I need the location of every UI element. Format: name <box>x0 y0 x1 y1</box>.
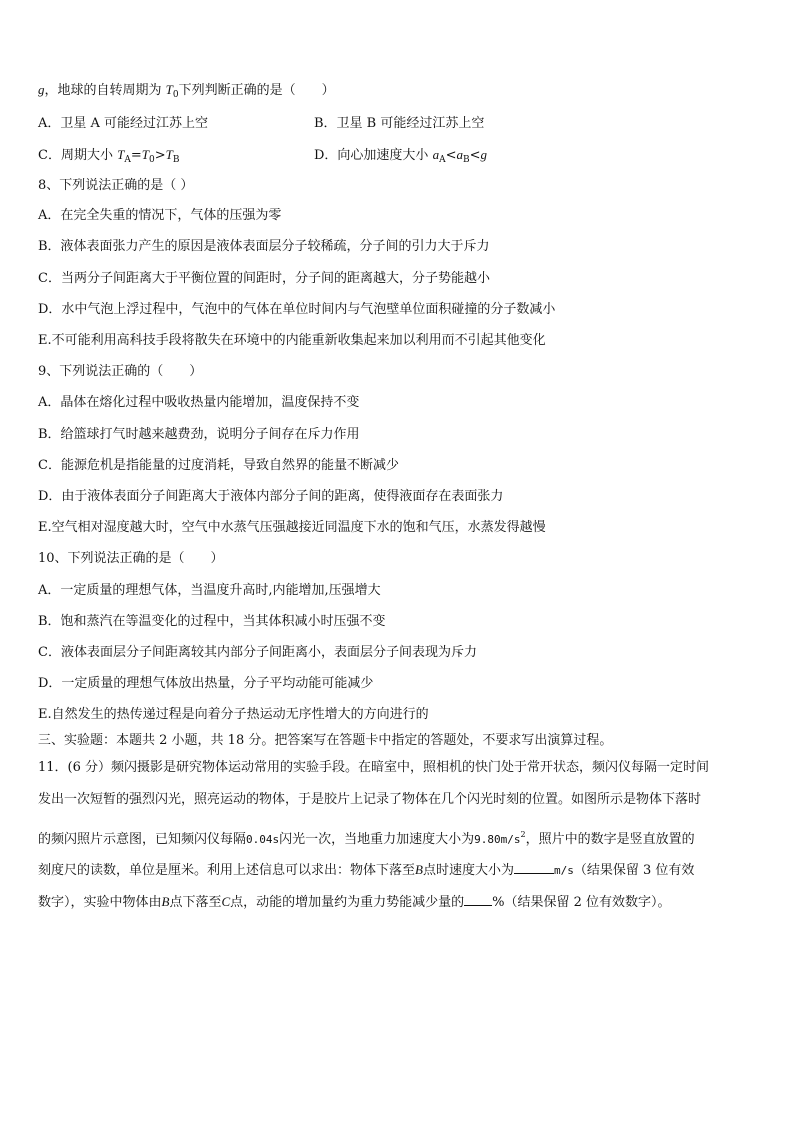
q9-option-a: A．晶体在熔化过程中吸收热量内能增加，温度保持不变 <box>38 395 360 410</box>
q11-line-4: 刻度尺的读数，单位是厘米。利用上述信息可以求出：物体下落至B点时速度大小为 m/s（结果保留 3 位有效 <box>38 862 695 878</box>
q8-stem: 8、下列说法正确的是（ ） <box>38 178 194 193</box>
q7-intro: g，地球的自转周期为 $T_0$下列判断正确的是（ ） <box>38 82 335 100</box>
q9-option-b: B．给篮球打气时越来越费劲，说明分子间存在斥力作用 <box>38 427 360 442</box>
q9-option-c: C．能源危机是指能量的过度消耗，导致自然界的能量不断减少 <box>38 458 399 473</box>
q9-option-e: E.空气相对湿度越大时，空气中水蒸气压强越接近同温度下水的饱和气压，水蒸发得越慢 <box>38 520 546 535</box>
q8-option-a: A．在完全失重的情况下，气体的压强为零 <box>38 208 282 223</box>
flash-interval: 0.04s <box>246 833 280 846</box>
point-b-label-2: B <box>161 894 170 909</box>
answer-blank-velocity[interactable] <box>514 861 554 874</box>
point-b-label: B <box>415 862 423 877</box>
gravity-value: 9.80m/s <box>474 833 521 846</box>
q8-option-b: B．液体表面张力产生的原因是液体表面层分子较稀疏，分子间的引力大于斥力 <box>38 239 490 254</box>
q8-option-d: D．水中气泡上浮过程中，气泡中的气体在单位时间内与气泡壁单位面积碰撞的分子数减小 <box>38 302 556 317</box>
q11-line-5: 数字），实验中物体由B点下落至C点，动能的增加量约为重力势能减少量的 %（结果保留 2 位有效数字）。 <box>38 894 671 910</box>
q10-option-a: A．一定质量的理想气体，当温度升高时,内能增加,压强增大 <box>38 583 381 598</box>
q7-option-b: B．卫星 B 可能经过江苏上空 <box>314 116 485 131</box>
q10-stem: 10、下列说法正确的是（ ） <box>38 551 224 566</box>
q11-line-1: 11．(6 分）频闪摄影是研究物体运动常用的实验手段。在暗室中，照相机的快门处于常开状态，频闪仪每隔一定时间 <box>38 760 710 775</box>
point-c-label: C <box>221 894 231 909</box>
q9-option-d: D．由于液体表面分子间距离大于液体内部分子间的距离，使得液面存在表面张力 <box>38 489 504 504</box>
q7-intro-end: 下列判断正确的是（ ） <box>178 83 335 98</box>
g-symbol: g <box>38 82 45 97</box>
q8-option-e: E.不可能利用高科技手段将散失在环境中的内能重新收集起来加以利用而不引起其他变化 <box>38 333 546 348</box>
t0-symbol: T <box>165 82 173 97</box>
q11-line-2: 发出一次短暂的强烈闪光，照亮运动的物体，于是胶片上记录了物体在几个闪光时刻的位置。如图所示是物体下落时 <box>38 792 702 807</box>
section-3-heading: 三、实验题：本题共 2 小题，共 18 分。把答案写在答题卡中指定的答题处，不要求写出演算过程。 <box>38 733 613 748</box>
q7-option-d: D．向心加速度大小 $a_A<a_B<g$ <box>314 147 488 165</box>
q7-option-c: C．周期大小 $T_A=T_0>T_B$ <box>38 147 180 165</box>
q10-option-b: B．饱和蒸汽在等温变化的过程中，当其体积减小时压强不变 <box>38 614 386 629</box>
q11-line-3: 的频闪照片示意图，已知频闪仪每隔0.04s闪光一次，当地重力加速度大小为$9.80m/s^2$，照片中的数字是竖直放置的 <box>38 830 695 847</box>
q10-option-e: E.自然发生的热传递过程是向着分子热运动无序性增大的方向进行的 <box>38 707 429 722</box>
q10-option-c: C．液体表面层分子间距离较其内部分子间距离小，表面层分子间表现为斥力 <box>38 645 477 660</box>
q8-option-c: C．当两分子间距离大于平衡位置的间距时，分子间的距离越大，分子势能越小 <box>38 271 490 286</box>
q7-option-a: A．卫星 A 可能经过江苏上空 <box>38 116 209 131</box>
q7-intro-text: ，地球的自转周期为 <box>44 83 162 98</box>
q10-option-d: D．一定质量的理想气体放出热量，分子平均动能可能减少 <box>38 676 374 691</box>
velocity-unit: m/s <box>553 864 574 877</box>
answer-blank-percent[interactable] <box>464 893 492 906</box>
q9-stem: 9、下列说法正确的（ ） <box>38 364 203 379</box>
